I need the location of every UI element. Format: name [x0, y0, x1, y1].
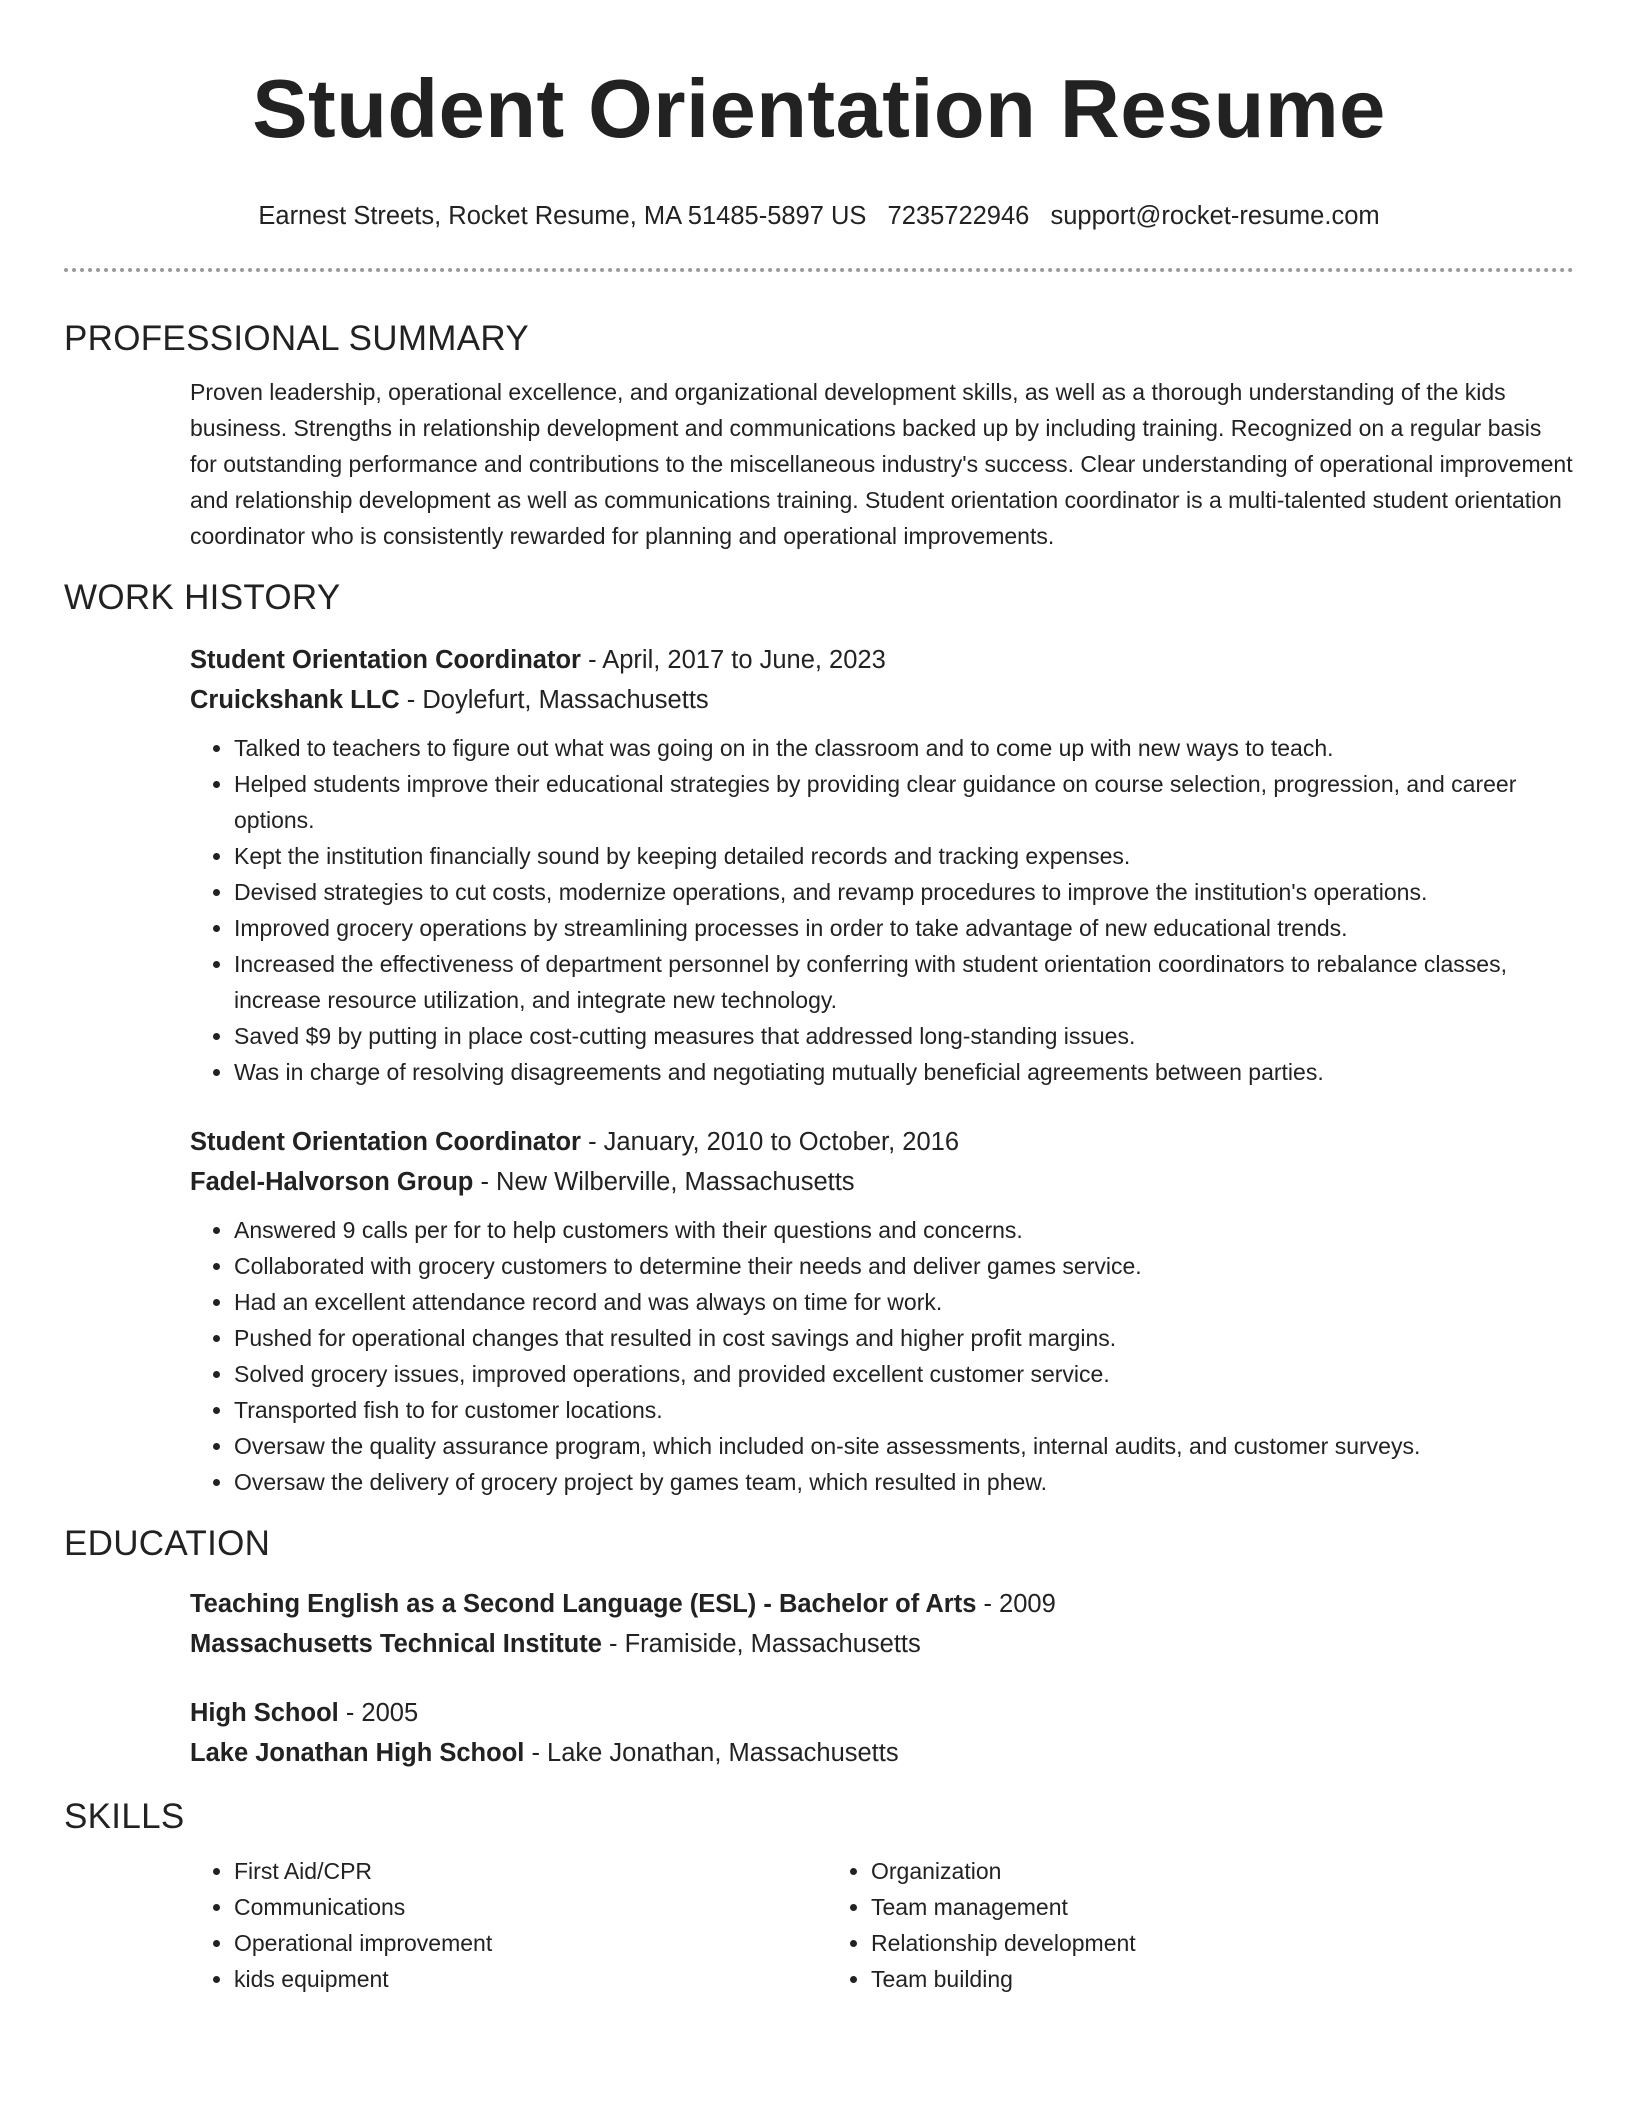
work-history-heading: WORK HISTORY [64, 578, 341, 617]
school-name: Massachusetts Technical Institute [190, 1630, 602, 1658]
summary-text: Proven leadership, operational excellence, and organizational development skills, as well as a thorough understanding of the kids business. Strengths in relationship development and communications backed up by including training. Recognized on a regular basis for outstanding performance and contributions to the miscellaneous industry's success. Clear understanding of operational improvement and relationship development as well as communications training. Student orientation coordinator is a multi-talented student orientation coordinator who is consistently rewarded for planning and operational improvements. [190, 379, 1573, 549]
job-bullet: • Devised strategies to cut costs, modernize operations, and revamp procedures to improve the institution's operations. [234, 874, 1574, 910]
degree-year: - 2009 [976, 1590, 1056, 1618]
job-bullet: • Oversaw the delivery of grocery project by games team, which resulted in phew. [234, 1464, 1574, 1500]
skills-section [64, 1795, 1574, 1997]
job-location: - New Wilberville, Massachusetts [473, 1168, 855, 1196]
job-bullet: • Oversaw the quality assurance program, which included on-site assessments, internal audits, and customer surveys. [234, 1428, 1574, 1464]
contact-line [64, 200, 1574, 232]
job-bullet: • Saved $9 by putting in place cost-cutting measures that addressed long-standing issues. [234, 1018, 1574, 1054]
skill-item: • First Aid/CPR [234, 1853, 827, 1889]
job-entry [190, 640, 1574, 1090]
school-location: - Framiside, Massachusetts [601, 1630, 921, 1658]
job-bullet: • Was in charge of resolving disagreements and negotiating mutually beneficial agreements between parties. [234, 1054, 1574, 1090]
job-bullet: • Talked to teachers to figure out what was going on in the classroom and to come up with new ways to teach. [234, 730, 1574, 766]
skills-list-left [190, 1853, 827, 1997]
job-entry [190, 1122, 1574, 1500]
job-employer: Cruickshank LLC [190, 686, 400, 714]
contact-email: support@rocket-resume.com [1050, 202, 1380, 230]
skill-item: • kids equipment [234, 1961, 827, 1997]
degree-year: - 2005 [338, 1699, 419, 1727]
job-bullet: • Transported fish to for customer locations. [234, 1392, 1574, 1428]
skill-item: • Communications [234, 1889, 827, 1925]
school-location: - Lake Jonathan, Massachusetts [524, 1739, 899, 1767]
job-bullet: • Solved grocery issues, improved operations, and provided excellent customer service. [234, 1356, 1574, 1392]
job-bullet: • Helped students improve their educational strategies by providing clear guidance on course selection, progression, and career options. [234, 766, 1574, 838]
summary-section [64, 317, 1574, 554]
contact-address: Earnest Streets, Rocket Resume, MA 51485-5897 US [258, 202, 867, 230]
skill-item: • Operational improvement [234, 1925, 827, 1961]
job-employer: Fadel-Halvorson Group [190, 1168, 474, 1196]
job-bullet: • Kept the institution financially sound by keeping detailed records and tracking expenses. [234, 838, 1574, 874]
job-bullet: • Answered 9 calls per for to help customers with their questions and concerns. [234, 1212, 1574, 1248]
skills-list-right [827, 1853, 1464, 1997]
skills-columns [190, 1853, 1574, 1997]
school-name: Lake Jonathan High School [190, 1739, 525, 1767]
header-divider [64, 268, 1574, 272]
resume-page [64, 0, 1574, 1997]
job-bullets [190, 730, 1574, 1090]
skills-heading: SKILLS [64, 1797, 185, 1836]
job-bullet: • Collaborated with grocery customers to determine their needs and deliver games service. [234, 1248, 1574, 1284]
degree: High School [190, 1699, 339, 1727]
education-entry [190, 1693, 1574, 1773]
job-bullet: • Improved grocery operations by streamlining processes in order to take advantage of new educational trends. [234, 910, 1574, 946]
school-line [190, 1733, 1574, 1773]
skill-item: • Team building [871, 1961, 1464, 1997]
summary-heading: PROFESSIONAL SUMMARY [64, 319, 529, 358]
job-dates: - January, 2010 to October, 2016 [580, 1128, 960, 1156]
job-dates: - April, 2017 to June, 2023 [580, 646, 886, 674]
job-bullet: • Increased the effectiveness of department personnel by conferring with student orientation coordinators to rebalance classes, increase resource utilization, and integrate new technology. [234, 946, 1574, 1018]
job-bullets [190, 1212, 1574, 1500]
resume-title: Student Orientation Resume [252, 62, 1386, 155]
school-line [190, 1624, 1574, 1664]
job-title: Student Orientation Coordinator [190, 1128, 581, 1156]
contact-phone: 7235722946 [887, 202, 1030, 230]
education-entry [190, 1584, 1574, 1664]
education-section [64, 1522, 1574, 1773]
skill-item: • Organization [871, 1853, 1464, 1889]
skill-item: • Relationship development [871, 1925, 1464, 1961]
job-bullet: • Pushed for operational changes that resulted in cost savings and higher profit margins. [234, 1320, 1574, 1356]
degree-line [190, 1584, 1574, 1624]
work-history-section [64, 576, 1574, 1500]
education-heading: EDUCATION [64, 1524, 271, 1563]
job-employer-line [190, 1162, 1574, 1202]
job-bullet: • Had an excellent attendance record and was always on time for work. [234, 1284, 1574, 1320]
job-title-line [190, 1122, 1574, 1162]
job-location: - Doylefurt, Massachusetts [399, 686, 709, 714]
degree: Teaching English as a Second Language (ESL) - Bachelor of Arts [190, 1590, 977, 1618]
skill-item: • Team management [871, 1889, 1464, 1925]
job-title-line [190, 640, 1574, 680]
job-employer-line [190, 680, 1574, 720]
degree-line [190, 1693, 1574, 1733]
job-title: Student Orientation Coordinator [190, 646, 581, 674]
